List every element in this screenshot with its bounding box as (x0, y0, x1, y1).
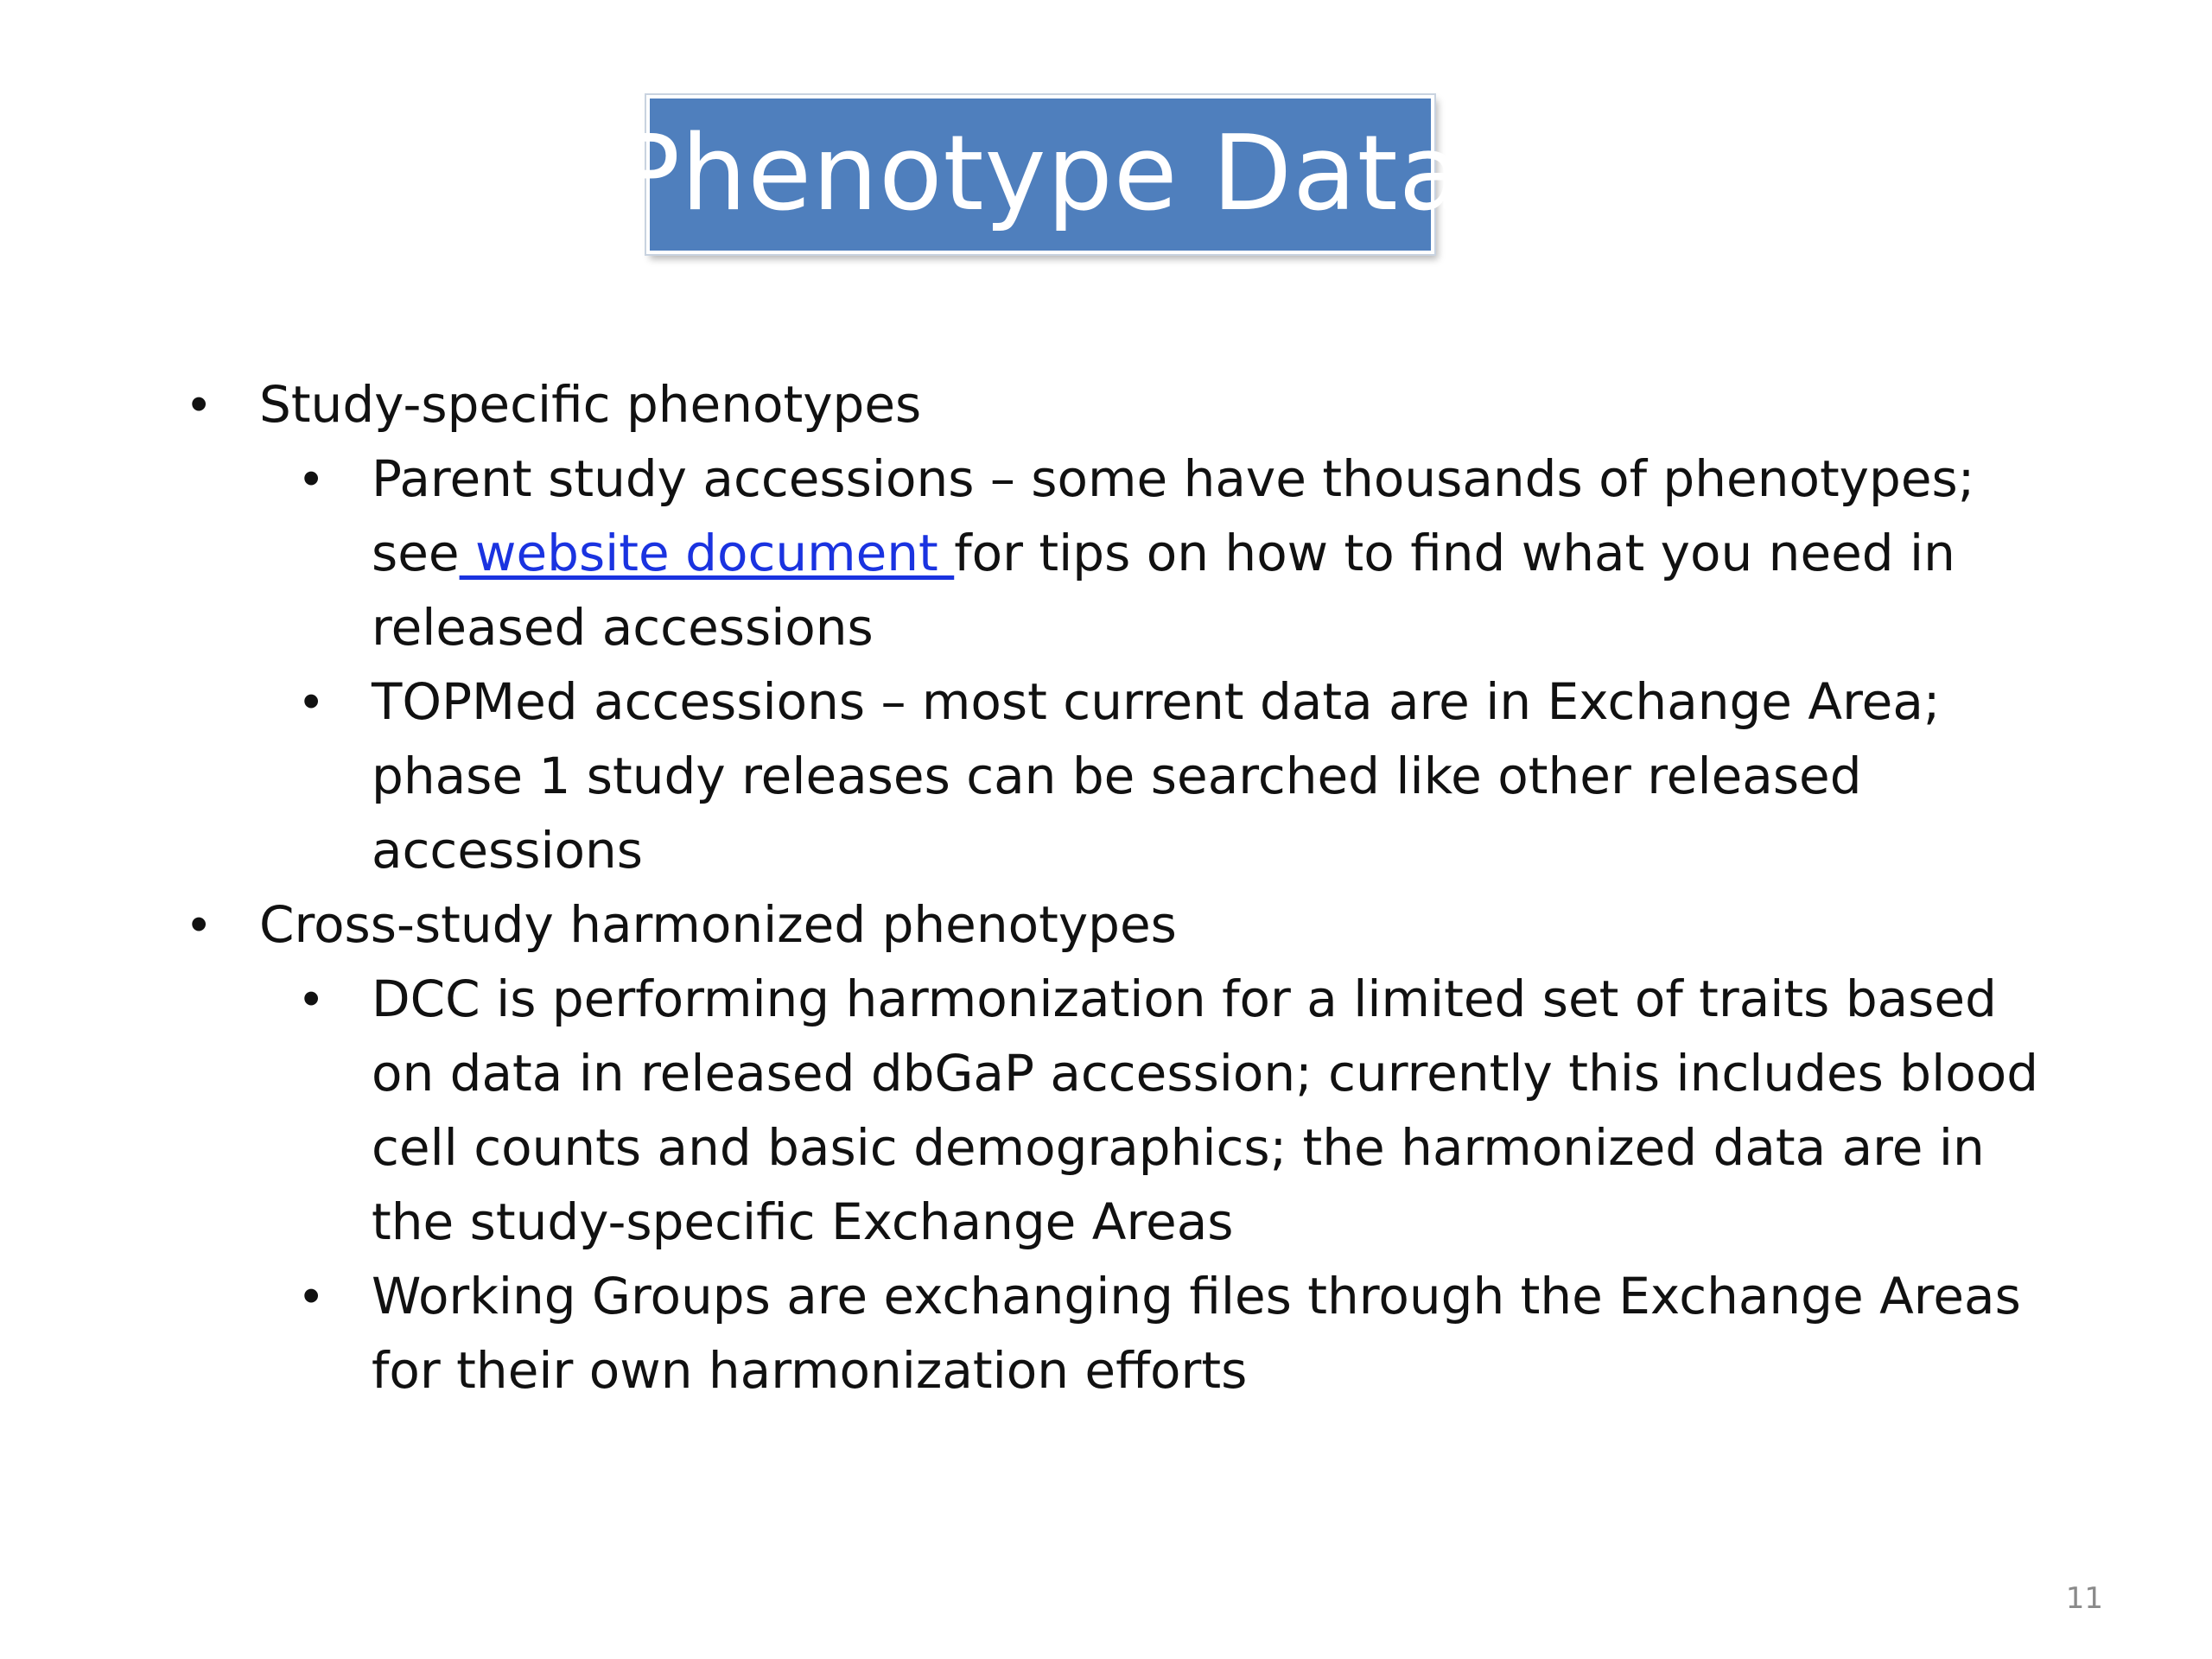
bullet-study-specific: Study-specific phenotypes (259, 375, 922, 434)
title-box (617, 95, 1464, 254)
bullet-icon: • (302, 1268, 321, 1324)
see-text: see (372, 524, 460, 582)
sub-bullet-topmed-line1: TOPMed accessions – most current data are in Exchange Area; (372, 672, 1941, 731)
sub-bullet-topmed-line3: accessions (372, 821, 644, 880)
sub-bullet-parent-line1: Parent study accessions – some have thousands of phenotypes; (372, 449, 1975, 508)
bullet-icon: • (302, 970, 321, 1027)
sub-bullet-parent-line2 (372, 516, 2082, 590)
website-document-link[interactable]: website document (459, 524, 955, 582)
bullet-icon: • (302, 673, 321, 729)
bullet-icon: • (190, 376, 208, 432)
sub-bullet-dcc-line1: DCC is performing harmonization for a limited set of traits based (372, 969, 1997, 1028)
sub-bullet-topmed-line2: phase 1 study releases can be searched like other released (372, 747, 1862, 805)
sub-bullet-parent-line3: released accessions (372, 598, 874, 657)
sub-bullet-dcc-line3: cell counts and basic demographics; the harmonized data are in (372, 1118, 1985, 1177)
page-number: 11 (2065, 1581, 2103, 1616)
bullet-icon: • (190, 896, 208, 952)
sub-bullet-working-groups-line1: Working Groups are exchanging files through the Exchange Areas (372, 1267, 2021, 1325)
bullet-cross-study: Cross-study harmonized phenotypes (259, 895, 1177, 954)
bullet-icon: • (302, 450, 321, 506)
tips-text: for tips on how to find what you need in (954, 524, 1955, 582)
sub-bullet-working-groups-line2: for their own harmonization efforts (372, 1341, 1248, 1400)
sub-bullet-dcc-line2: on data in released dbGaP accession; currently this includes blood (372, 1044, 2039, 1103)
sub-bullet-dcc-line4: the study-specific Exchange Areas (372, 1192, 1234, 1251)
page-title: Phenotype Data (617, 114, 1464, 234)
